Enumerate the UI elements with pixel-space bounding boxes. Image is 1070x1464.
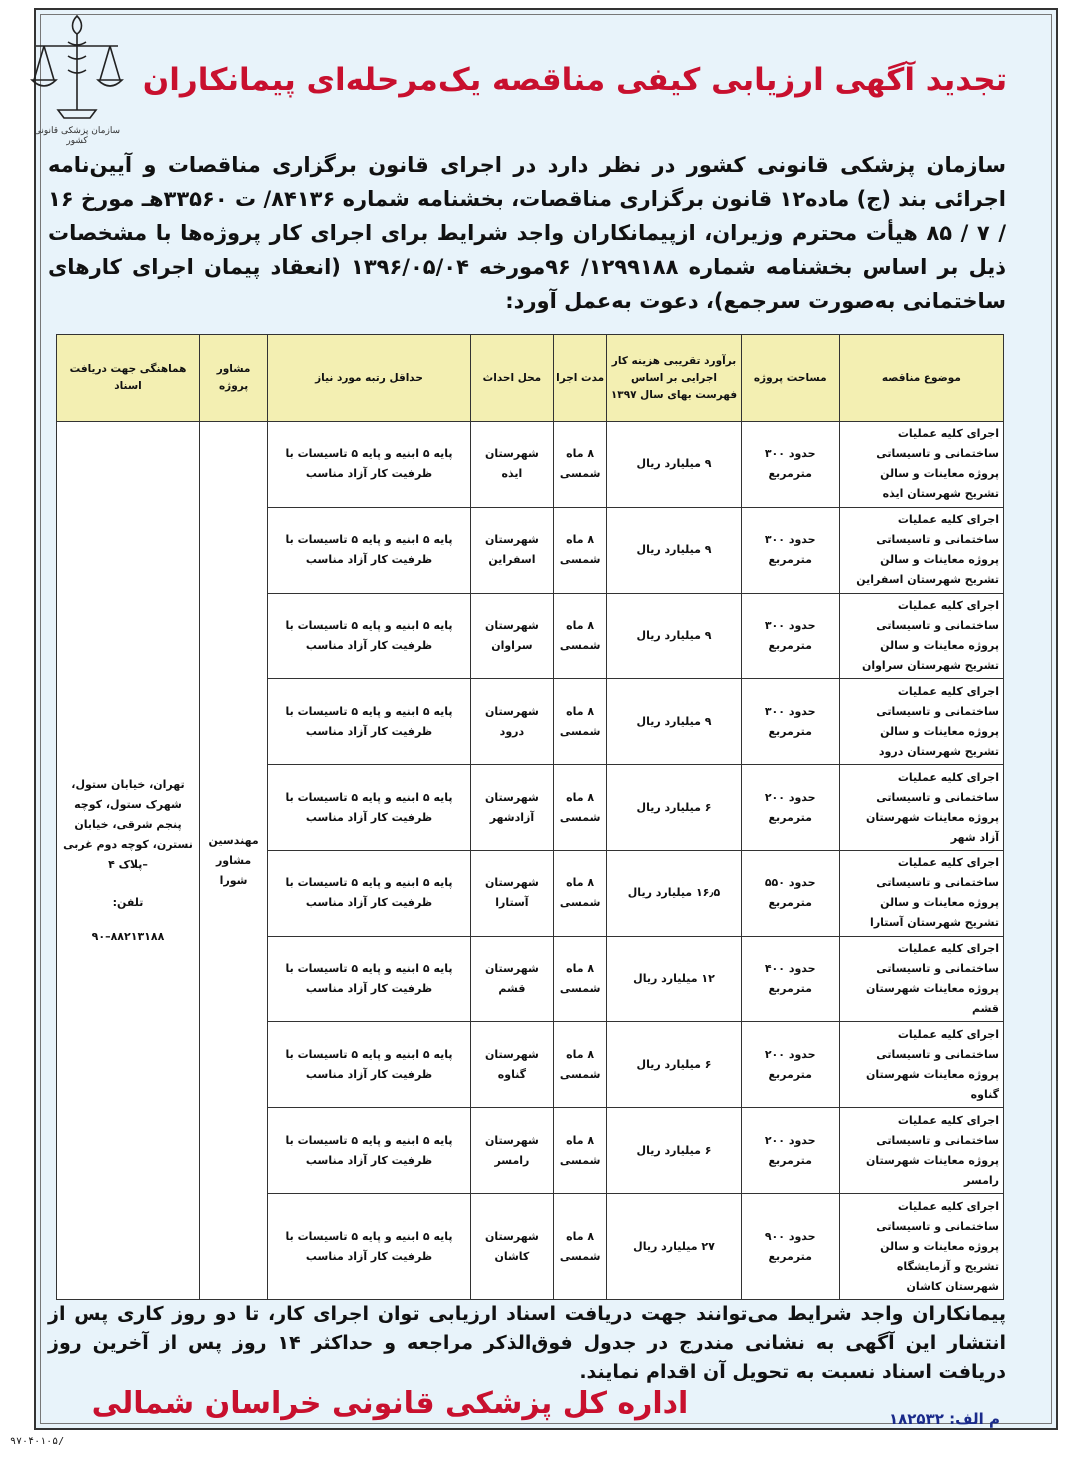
- row-location: شهرستان قشم: [470, 936, 553, 1022]
- row-duration: ۸ ماه شمسی: [554, 679, 607, 765]
- row-grade: پایه ۵ ابنیه و پایه ۵ تاسیسات با ظرفیت کار آزاد مناسب: [268, 422, 471, 508]
- row-subject: اجرای کلیه عملیات ساختمانی و تاسیساتی پروژه معاینات شهرستان رامسر: [839, 1108, 1003, 1194]
- table-row: [57, 422, 1004, 508]
- row-cost: ۹ میلیارد ریال: [607, 422, 741, 508]
- row-subject: اجرای کلیه عملیات ساختمانی و تاسیساتی پروژه معاینات و سالن تشریح شهرستان سراوان: [839, 593, 1003, 679]
- header-cost: برآورد تقریبی هزینه کار اجرایی بر اساس فهرست بهای سال ۱۳۹۷: [607, 335, 741, 422]
- row-subject: اجرای کلیه عملیات ساختمانی و تاسیساتی پروژه معاینات و سالن تشریح شهرستان ایذه: [839, 422, 1003, 508]
- row-duration: ۸ ماه شمسی: [554, 765, 607, 851]
- tender-table: [56, 334, 1004, 1300]
- row-location: شهرستان آزادشهر: [470, 765, 553, 851]
- row-grade: پایه ۵ ابنیه و پایه ۵ تاسیسات با ظرفیت کار آزاد مناسب: [268, 593, 471, 679]
- row-cost: ۱۲ میلیارد ریال: [607, 936, 741, 1022]
- row-location: شهرستان اسفراین: [470, 507, 553, 593]
- row-location: شهرستان سراوان: [470, 593, 553, 679]
- row-area: حدود ۳۰۰ مترمربع: [741, 422, 839, 508]
- row-grade: پایه ۵ ابنیه و پایه ۵ تاسیسات با ظرفیت کار آزاد مناسب: [268, 850, 471, 936]
- row-duration: ۸ ماه شمسی: [554, 936, 607, 1022]
- header-consultant: مشاور پروژه: [199, 335, 267, 422]
- row-location: شهرستان رامسر: [470, 1108, 553, 1194]
- row-duration: ۸ ماه شمسی: [554, 850, 607, 936]
- row-area: حدود ۹۰۰ مترمربع: [741, 1194, 839, 1300]
- row-area: حدود ۲۰۰ مترمربع: [741, 1108, 839, 1194]
- row-cost: ۶ میلیارد ریال: [607, 765, 741, 851]
- row-cost: ۲۷ میلیارد ریال: [607, 1194, 741, 1300]
- coordination-phone: ۸۸۲۱۳۱۸۸–۹۰: [91, 929, 165, 943]
- ad-number-label: م الف:: [949, 1410, 1000, 1428]
- row-cost: ۱۶٫۵ میلیارد ریال: [607, 850, 741, 936]
- row-area: حدود ۲۰۰ مترمربع: [741, 765, 839, 851]
- emblem: [22, 10, 132, 146]
- row-area: حدود ۳۰۰ مترمربع: [741, 593, 839, 679]
- row-subject: اجرای کلیه عملیات ساختمانی و تاسیساتی پروژه معاینات و سالن تشریح شهرستان درود: [839, 679, 1003, 765]
- coordination-address: تهران، خیابان ستول، شهرک ستول، کوچه پنجم شرقی، خیابان نسترن، کوچه دوم غربی –پلاک ۴: [63, 777, 193, 871]
- header-location: محل احداث: [470, 335, 553, 422]
- table-header-row: [57, 335, 1004, 422]
- header-grade: حداقل رتبه مورد نیاز: [268, 335, 471, 422]
- row-subject: اجرای کلیه عملیات ساختمانی و تاسیساتی پروژه معاینات شهرستان قشم: [839, 936, 1003, 1022]
- row-subject: اجرای کلیه عملیات ساختمانی و تاسیساتی پروژه معاینات شهرستان گناوه: [839, 1022, 1003, 1108]
- row-cost: ۹ میلیارد ریال: [607, 679, 741, 765]
- scales-of-justice-icon: [22, 10, 132, 130]
- intro-paragraph: سازمان پزشکی قانونی کشور در نظر دارد در اجرای قانون برگزاری مناقصات و آیین‌نامه اجرائی بند (ج) ماده۱۲ قانون برگزاری مناقصات، بخشنامه شماره ۸۴۱۳۶/ ت ۳۳۵۶۰هـ مورخ ۱۶ / ۷ / ۸۵ هیأت محترم وزیران، ازپیمانکاران واجد شرایط برای اجرای کار پروژه‌ها با مشخصات ذیل بر اساس بخشنامه شماره ۱۲۹۹۱۸۸/ ۹۶مورخه ۱۳۹۶/۰۵/۰۴ (انعقاد پیمان اجرای کارهای ساختمانی به‌صورت سرجمع)، دعوت به‌عمل آورد:: [48, 153, 1006, 313]
- coordination-phone-label: تلفن:: [112, 895, 144, 909]
- row-area: حدود ۵۵۰ مترمربع: [741, 850, 839, 936]
- ad-number: [800, 1410, 1000, 1428]
- row-cost: ۶ میلیارد ریال: [607, 1022, 741, 1108]
- row-grade: پایه ۵ ابنیه و پایه ۵ تاسیسات با ظرفیت کار آزاد مناسب: [268, 1194, 471, 1300]
- consultant-cell: مهندسین مشاور شورا: [199, 422, 267, 1300]
- header-duration: مدت اجرا: [554, 335, 607, 422]
- row-grade: پایه ۵ ابنیه و پایه ۵ تاسیسات با ظرفیت کار آزاد مناسب: [268, 507, 471, 593]
- header-coordination: هماهنگی جهت دریافت اسناد: [57, 335, 200, 422]
- row-area: حدود ۳۰۰ مترمربع: [741, 679, 839, 765]
- row-grade: پایه ۵ ابنیه و پایه ۵ تاسیسات با ظرفیت کار آزاد مناسب: [268, 936, 471, 1022]
- footer-paragraph: پیمانکاران واجد شرایط می‌توانند جهت دریافت اسناد ارزیابی توان اجرای کار، تا دو روز کاری پس از انتشار این آگهی به نشانی مندرج در جدول فوق‌الذکر مراجعه و حداکثر ۱۴ روز پس از آخرین روز دریافت اسناد نسبت به تحویل آن اقدام نمایند.: [48, 1303, 1007, 1383]
- row-location: شهرستان درود: [470, 679, 553, 765]
- row-grade: پایه ۵ ابنیه و پایه ۵ تاسیسات با ظرفیت کار آزاد مناسب: [268, 765, 471, 851]
- row-subject: اجرای کلیه عملیات ساختمانی و تاسیساتی پروژه معاینات و سالن تشریح و آزمایشگاه شهرستان کاشان: [839, 1194, 1003, 1300]
- row-location: شهرستان آستارا: [470, 850, 553, 936]
- row-location: شهرستان کاشان: [470, 1194, 553, 1300]
- issuer-name: اداره کل پزشکی قانونی خراسان شمالی: [91, 1386, 689, 1421]
- row-duration: ۸ ماه شمسی: [554, 1108, 607, 1194]
- row-area: حدود ۴۰۰ مترمربع: [741, 936, 839, 1022]
- row-location: شهرستان گناوه: [470, 1022, 553, 1108]
- header-subject: موضوع مناقصه: [839, 335, 1003, 422]
- row-duration: ۸ ماه شمسی: [554, 507, 607, 593]
- row-grade: پایه ۵ ابنیه و پایه ۵ تاسیسات با ظرفیت کار آزاد مناسب: [268, 679, 471, 765]
- row-subject: اجرای کلیه عملیات ساختمانی و تاسیساتی پروژه معاینات و سالن تشریح شهرستان اسفراین: [839, 507, 1003, 593]
- row-subject: اجرای کلیه عملیات ساختمانی و تاسیساتی پروژه معاینات شهرستان آزاد شهر: [839, 765, 1003, 851]
- page-title: تجدید آگهی ارزیابی کیفی مناقصه یک‌مرحله‌ای پیمانکاران: [142, 62, 1008, 98]
- row-cost: ۹ میلیارد ریال: [607, 593, 741, 679]
- row-grade: پایه ۵ ابنیه و پایه ۵ تاسیسات با ظرفیت کار آزاد مناسب: [268, 1108, 471, 1194]
- row-duration: ۸ ماه شمسی: [554, 1022, 607, 1108]
- publication-code: ۹۷۰۴۰۱۰۵/: [10, 1436, 65, 1447]
- row-grade: پایه ۵ ابنیه و پایه ۵ تاسیسات با ظرفیت کار آزاد مناسب: [268, 1022, 471, 1108]
- row-area: حدود ۳۰۰ مترمربع: [741, 507, 839, 593]
- row-location: شهرستان ایذه: [470, 422, 553, 508]
- row-subject: اجرای کلیه عملیات ساختمانی و تاسیساتی پروژه معاینات و سالن تشریح شهرستان آستارا: [839, 850, 1003, 936]
- row-duration: ۸ ماه شمسی: [554, 1194, 607, 1300]
- row-area: حدود ۲۰۰ مترمربع: [741, 1022, 839, 1108]
- ad-number-value: ۱۸۲۵۳۲: [888, 1410, 944, 1428]
- header-area: مساحت پروژه: [741, 335, 839, 422]
- row-duration: ۸ ماه شمسی: [554, 593, 607, 679]
- row-cost: ۹ میلیارد ریال: [607, 507, 741, 593]
- coordination-cell: [57, 422, 200, 1300]
- emblem-caption: سازمان پزشکی قانونی کشور: [33, 126, 121, 146]
- row-cost: ۶ میلیارد ریال: [607, 1108, 741, 1194]
- row-duration: ۸ ماه شمسی: [554, 422, 607, 508]
